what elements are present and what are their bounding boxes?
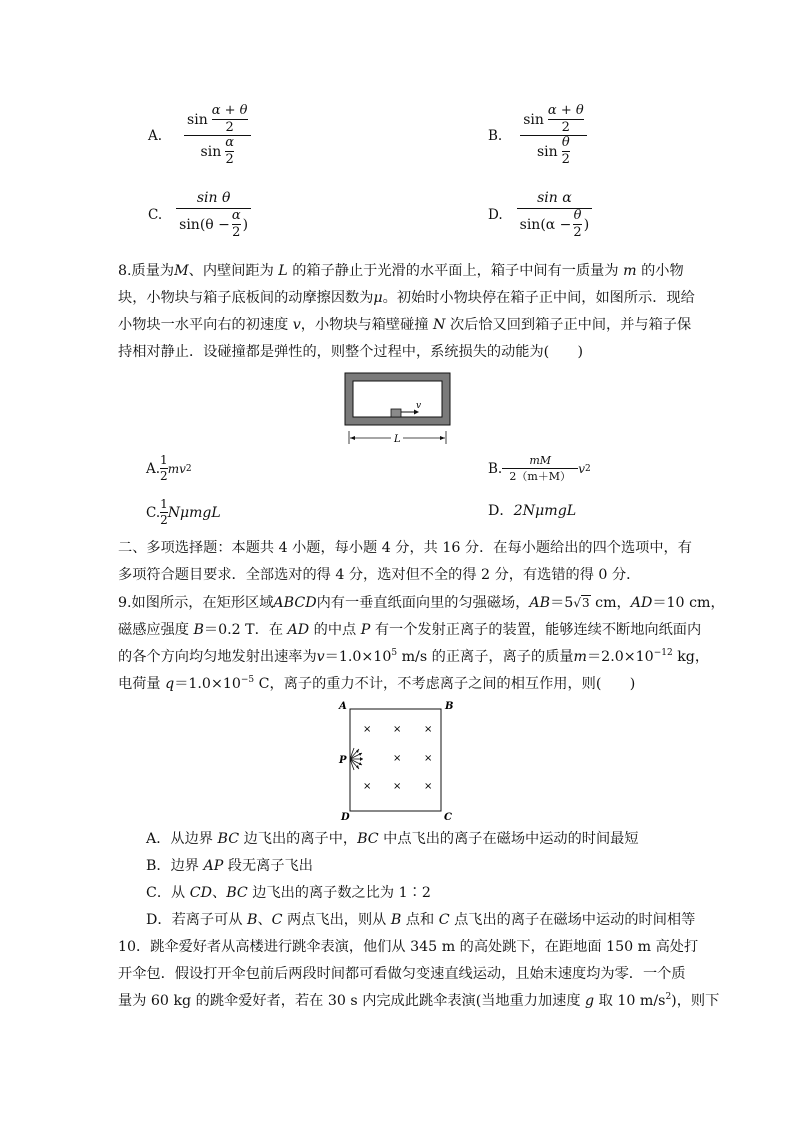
fraction: 1 2 <box>160 497 168 527</box>
corner-b-label: B <box>445 701 454 712</box>
field-cross: × <box>424 753 433 764</box>
corner-a-label: A <box>339 701 347 712</box>
q7-option-b[interactable] <box>488 104 587 167</box>
field-cross: × <box>424 781 433 792</box>
field-cross: × <box>363 724 372 735</box>
inner-fraction: α + θ 2 <box>211 103 248 135</box>
option-label: D． <box>488 503 514 519</box>
field-cross: × <box>393 724 402 735</box>
field-cross: × <box>393 753 402 764</box>
q9-option-b[interactable]: B．边界 AP 段无离子飞出 <box>146 858 313 874</box>
q9-line-3: 的各个方向均匀地发射出速率为$v=1.0\times 10^5$ m/s 的正离子，离子的质量$m=2.0\times 10^{-12}$ kg， <box>118 648 710 665</box>
point-p-label: P <box>339 755 347 766</box>
q8-box-figure <box>340 368 460 446</box>
inner-fraction: α + θ 2 <box>547 103 584 135</box>
q8-line-1: 8.质量为M、内壁间距为 L 的箱子静止于光滑的水平面上，箱子中间有一质量为 m 的小物 <box>118 263 684 279</box>
field-cross: × <box>393 781 402 792</box>
q9-option-a[interactable]: A．从边界 BC 边飞出的离子中，BC 中点飞出的离子在磁场中运动的时间最短 <box>146 831 639 847</box>
q9-option-d[interactable]: D．若离子可从 B、C 两点飞出，则从 B 点和 C 点飞出的离子在磁场中运动的时间相等 <box>146 912 696 928</box>
q9-line-4: 电荷量 $q=1.0\times 10^{-5}$ C，离子的重力不计，不考虑离子之间的相互作用，则( ) <box>118 675 636 692</box>
q8-option-c[interactable]: C. 1 2 Nμmg L <box>146 497 221 527</box>
q8-line-3: 小物块一水平向右的初速度 v，小物块与箱壁碰撞 N 次后恰又回到箱子正中间，并与箱子保 <box>118 317 692 333</box>
q9-line-1: 9.如图所示，在矩形区域ABCD内有一垂直纸面向里的匀强磁场，AB＝5√3 cm，AD＝10 cm， <box>118 595 725 611</box>
fraction: mM 2（m＋M） <box>502 454 578 483</box>
q9-field-figure <box>330 698 465 824</box>
q10-line-2: 开伞包．假设打开伞包前后两段时间都可看做匀变速直线运动，且始末速度均为零．一个质 <box>118 966 686 982</box>
section-2-heading-line-2: 多项符合题目要求．全部选对的得 4 分，选对但不全的得 2 分，有选错的得 0 分． <box>118 567 641 583</box>
option-label: A. <box>148 127 163 144</box>
q7-option-d[interactable] <box>488 190 592 240</box>
q8-option-b[interactable]: B. mM 2（m＋M） v 2 <box>488 454 591 483</box>
fraction: 1 2 <box>160 453 168 483</box>
fraction: sin α + θ 2 sin α 2 <box>184 104 250 167</box>
inner-fraction: θ 2 <box>561 135 570 167</box>
inner-fraction: θ 2 <box>573 208 582 240</box>
dimension-arrow-right <box>440 436 445 440</box>
q7-option-a[interactable] <box>148 104 251 167</box>
inner-fraction: α 2 <box>231 208 241 240</box>
option-label: B. <box>488 460 503 477</box>
q8-line-4: 持相对静止．设碰撞都是弹性的，则整个过程中，系统损失的动能为( ) <box>118 344 584 360</box>
corner-d-label: D <box>341 812 350 823</box>
inner-fraction: α 2 <box>225 135 234 167</box>
q9-line-2: 磁感应强度 B＝0.2 T．在 AD 的中点 P 有一个发射正离子的装置，能够连续不断地向纸面内 <box>118 622 702 638</box>
fraction: sin α + θ 2 sin θ 2 <box>520 104 586 167</box>
dimension-arrow-left <box>350 436 355 440</box>
length-label: L <box>394 434 401 445</box>
field-cross: × <box>424 724 433 735</box>
fraction: sin α sin(α − θ 2 ) <box>517 190 593 240</box>
corner-c-label: C <box>444 812 452 823</box>
option-label: B. <box>488 127 503 144</box>
small-block <box>391 409 401 417</box>
section-2-heading-line-1: 二、多项选择题：本题共 4 小题，每小题 4 分，共 16 分．在每小题给出的四个选项中，有 <box>118 540 692 556</box>
fraction: sin θ sin(θ − α 2 ) <box>176 190 251 240</box>
q8-option-a[interactable]: A. 1 2 mv 2 <box>146 453 192 483</box>
q9-option-c[interactable]: C．从 CD、BC 边飞出的离子数之比为 1∶2 <box>146 885 431 901</box>
option-label: D. <box>488 207 503 223</box>
q10-line-1: 10．跳伞爱好者从高楼进行跳伞表演，他们从 345 m 的高处跳下，在距地面 150 m 高处打 <box>118 939 699 955</box>
option-label: C. <box>146 504 161 521</box>
option-label: A. <box>146 460 161 477</box>
q7-option-c[interactable] <box>148 190 251 240</box>
field-cross: × <box>363 781 372 792</box>
q8-option-d[interactable]: D．2NμmgL <box>488 503 577 519</box>
velocity-label: v <box>416 401 422 411</box>
option-label: C. <box>148 207 163 223</box>
q10-line-3: 量为 60 kg 的跳伞爱好者，若在 30 s 内完成此跳伞表演(当地重力加速度 g 取 10 $m/s^2$)，则下 <box>118 992 720 1009</box>
q8-line-2: 块，小物块与箱子底板间的动摩擦因数为μ。初始时小物块停在箱子正中间，如图所示．现给 <box>118 290 695 306</box>
